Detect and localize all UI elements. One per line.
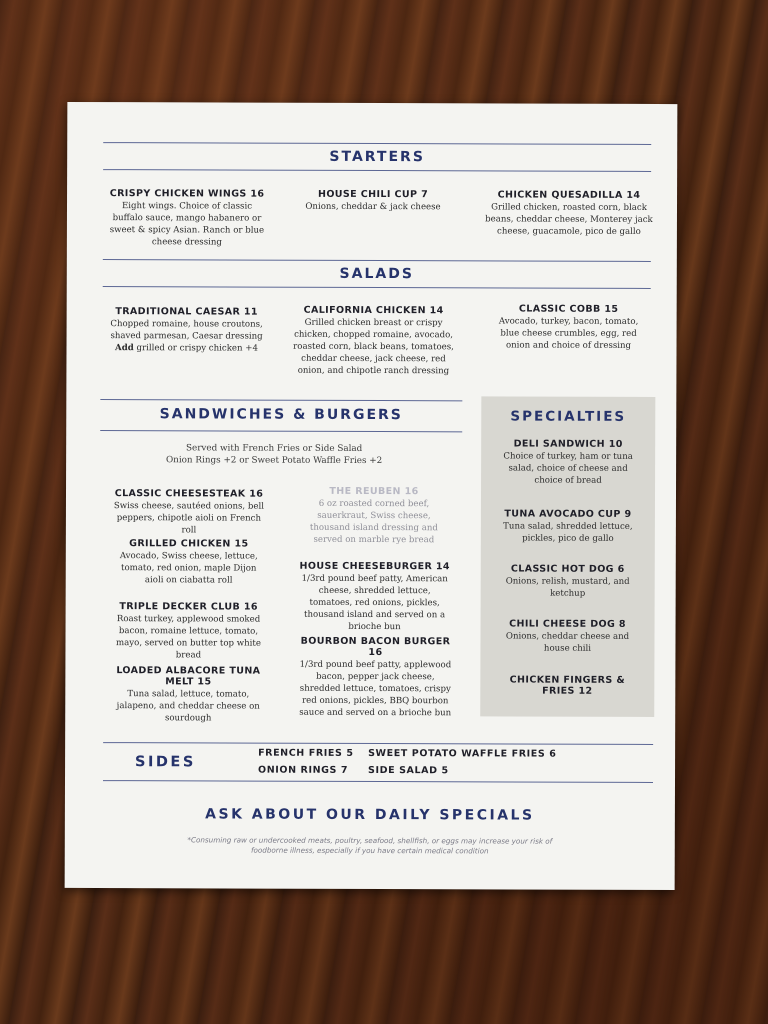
specialties-heading: SPECIALTIES [510,408,627,425]
item-name: HOUSE CHILI CUP 7 [317,188,429,201]
menu-item [111,601,265,662]
menu-item [497,563,639,599]
item-description: 1/3rd pound beef patty, American cheese, shredded lettuce, tomatoes, red onions, pickles, thousand island and served on a brioche bun [301,573,448,633]
divider [103,286,651,289]
side-item: SWEET POTATO WAFFLE FRIES 6 [368,747,557,760]
menu-item [112,488,266,537]
menu-item [290,305,456,378]
item-name: LOADED ALBACORE TUNA MELT 15 [116,665,261,688]
item-description: Chopped romaine, house croutons, shaved parmesan, Caesar dressing [110,319,263,342]
divider [100,430,462,432]
item-name: CHILI CHEESE DOG 8 [509,618,626,630]
menu-item [107,188,267,249]
daily-specials-heading: ASK ABOUT OUR DAILY SPECIALS [205,806,535,824]
item-description: Onions, cheddar cheese and house chili [505,631,630,654]
item-description: Onions, cheddar & jack cheese [305,201,441,213]
specialties-panel [480,396,655,717]
item-name: DELI SANDWICH 10 [513,438,623,450]
menu-item [496,618,638,654]
menu-item [112,538,266,587]
divider [103,259,651,262]
menu-item [106,306,266,355]
item-name: HOUSE CHEESEBURGER 14 [299,560,450,573]
addon-text: grilled or crispy chicken +4 [133,343,258,354]
item-name: CLASSIC COBB 15 [518,303,619,315]
divider [103,780,653,783]
item-description: Swiss cheese, sautéed onions, bell peppers, chipotle aioli on French roll [113,501,265,536]
salads-heading: SALADS [339,265,414,283]
addon-label: Add [115,343,134,354]
served-line-2: Onion Rings +2 or Sweet Potato Waffle Fries +2 [165,455,383,467]
item-description: Grilled chicken, roasted corn, black beans, cheddar cheese, Monterey jack cheese, guacamole, pico de gallo [485,202,653,237]
food-safety-disclaimer: *Consuming raw or undercooked meats, poultry, seafood, shellfish, or eggs may increase your risk of foodborne illness, especially if you have certain medical condition [187,835,553,856]
menu-item [298,561,452,634]
divider [103,142,651,145]
menu-item [497,508,639,544]
item-description: Avocado, turkey, bacon, tomato, blue cheese crumbles, egg, red onion and choice of dressing [498,316,639,351]
item-description: Roast turkey, applewood smoked bacon, romaine lettuce, tomato, mayo, served on butter top white bread [116,614,261,661]
side-item: FRENCH FRIES 5 [258,747,354,759]
item-description: Tuna salad, lettuce, tomato, jalapeno, and cheddar cheese on sourdough [116,689,260,724]
item-addon [106,342,266,355]
sandwiches-heading: SANDWICHES & BURGERS [159,406,403,424]
item-description: Avocado, Swiss cheese, lettuce, tomato, red onion, maple Dijon aioli on ciabatta roll [119,551,258,586]
item-description: Eight wings. Choice of classic buffalo sauce, mango habanero or sweet & spicy Asian. Ranch or blue cheese dressing [109,201,265,248]
item-description: 6 oz roasted corned beef, sauerkraut, Swiss cheese, thousand island dressing and served on marble rye bread [309,498,438,546]
item-name: TRADITIONAL CAESAR 11 [115,306,258,318]
item-name: GRILLED CHICKEN 15 [129,538,249,550]
item-description: 1/3rd pound beef patty, applewood bacon, pepper jack cheese, shredded lettuce, tomatoes, crispy red onions, pickles, BBQ bourbon sauce and served on a brioche bun [299,659,452,719]
menu-item [115,665,261,725]
menu-item [302,486,446,547]
served-with-note [162,442,386,467]
menu-item [497,438,639,486]
side-item: SIDE SALAD 5 [368,764,449,777]
item-name: TRIPLE DECKER CLUB 16 [119,601,258,613]
side-item: ONION RINGS 7 [258,764,349,776]
starters-heading: STARTERS [329,148,425,166]
item-name: TUNA AVOCADO CUP 9 [504,508,632,520]
divider [100,399,462,401]
menu-item [495,303,643,352]
item-description: Grilled chicken breast or crispy chicken, chopped romaine, avocado, roasted corn, black beans, tomatoes, cheddar cheese, jack cheese, red onion, and chipotle ranch dressing [293,317,454,377]
item-name: CHICKEN QUESADILLA 14 [497,189,641,201]
divider [103,169,651,172]
item-description: Choice of turkey, ham or tuna salad, choice of cheese and choice of bread [503,451,633,486]
menu-item [293,189,453,214]
item-description: Onions, relish, mustard, and ketchup [505,576,630,599]
served-line-1: Served with French Fries or Side Salad [185,443,363,454]
item-name: BOURBON BACON BURGER 16 [300,635,451,659]
menu-item [485,189,653,238]
menu-item [295,636,455,720]
sides-heading: SIDES [135,754,196,771]
item-name: CHICKEN FINGERS & FRIES 12 [509,674,626,697]
item-name: THE REUBEN 16 [329,485,419,498]
item-name: CRISPY CHICKEN WINGS 16 [109,188,265,200]
menu-card [65,102,678,890]
item-name: CLASSIC CHEESESTEAK 16 [114,488,264,500]
menu-item [508,674,626,697]
item-description: Tuna salad, shredded lettuce, pickles, pico de gallo [503,521,633,544]
item-name: CLASSIC HOT DOG 6 [510,563,625,575]
item-name: CALIFORNIA CHICKEN 14 [303,304,444,317]
divider [103,742,653,745]
